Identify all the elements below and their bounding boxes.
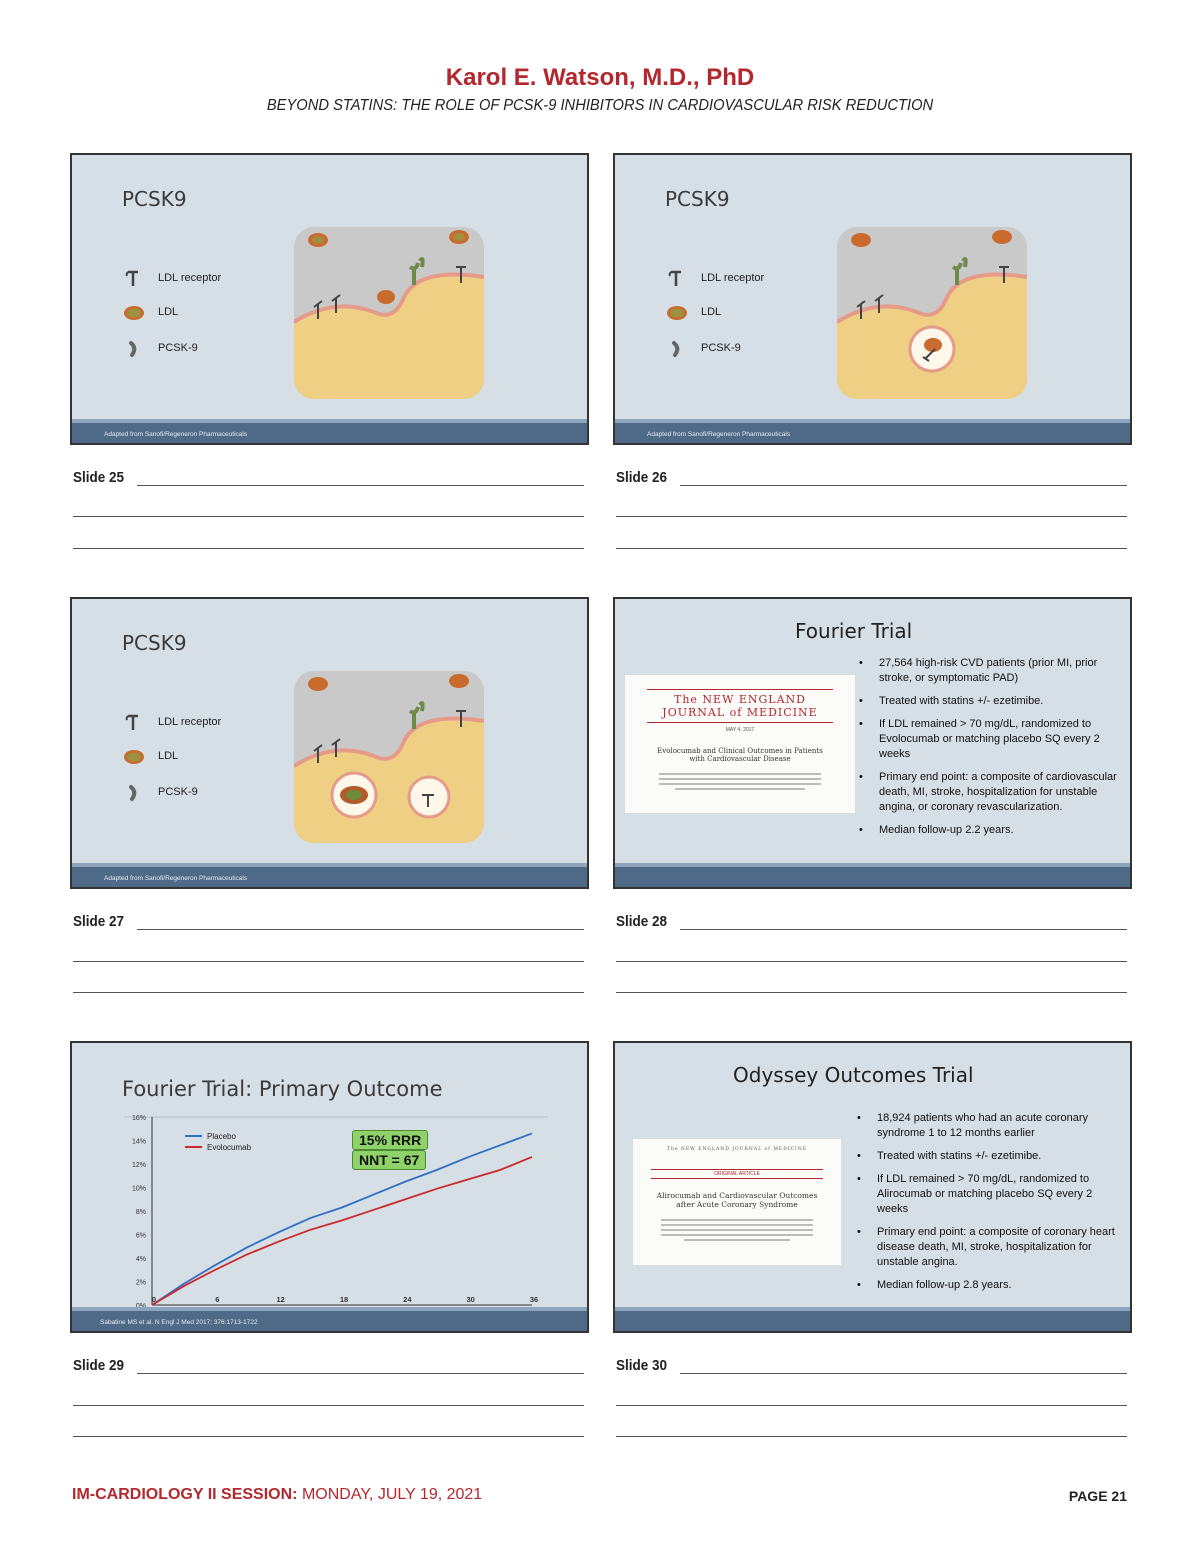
note-line [73,1405,584,1406]
slide-number-label: Slide 28 [616,913,668,930]
note-line [616,961,1127,962]
slide-title: Fourier Trial [795,619,913,643]
legend-ldl-receptor [122,714,221,730]
author-list-placeholder [659,773,821,790]
session-footer [72,1486,482,1504]
x-tick-label: 6 [215,1295,220,1304]
y-tick-label: 2% [135,1279,146,1287]
slide-footer-bar [615,1311,1130,1331]
note-line [680,929,1127,930]
legend-label: LDL receptor [701,272,765,284]
note-line [616,516,1127,517]
note-line [73,961,584,962]
note-line [73,1436,584,1437]
slide-title: Odyssey Outcomes Trial [733,1063,974,1087]
author-list-placeholder [661,1219,813,1241]
slide-number-label: Slide 30 [616,1357,668,1374]
note-line [137,485,584,486]
slide-number-label: Slide 26 [616,469,668,486]
note-line [73,548,584,549]
y-tick-label: 6% [135,1232,146,1240]
journal-date: MAY 4, 2017 [725,727,755,733]
article-title: Alirocumab and Cardiovascular Outcomes after Acute Coronary Syndrome [656,1191,818,1209]
y-tick-label: 12% [131,1162,146,1169]
series-line-placebo [152,1133,532,1305]
x-tick-label: 18 [339,1295,349,1304]
bullet-item: • Median follow-up 2.2 years. [857,823,1119,838]
note-line [73,992,584,993]
legend-pcsk9 [665,340,741,356]
note-line [137,929,584,930]
slide-29-thumbnail [70,1041,589,1333]
legend-ldl [122,748,178,764]
x-tick-label: 24 [403,1295,412,1304]
legend-label: PCSK-9 [158,786,198,798]
bullet-item: • Median follow-up 2.8 years. [855,1278,1117,1293]
note-line [680,1373,1127,1374]
page-number: PAGE 21 [1068,1488,1127,1504]
bullet-item: • Treated with statins +/- ezetimibe. [857,694,1119,709]
pcsk9-molecule-icon [122,340,152,356]
note-line [137,1373,584,1374]
legend-label: LDL [158,306,179,318]
session-label: IM-CARDIOLOGY II SESSION: [72,1486,298,1503]
y-tick-label: 10% [131,1185,146,1193]
receptor-icon [665,270,695,286]
legend-label: LDL [701,306,722,318]
slide-title: PCSK9 [122,631,187,655]
slide-25-thumbnail [70,153,589,445]
note-line [616,992,1127,993]
bullet-item: • Treated with statins +/- ezetimibe. [855,1149,1117,1164]
bullet-item: • 18,924 patients who had an acute coronary syndrome 1 to 12 months earlier [855,1111,1117,1141]
legend-label-placebo: Placebo [207,1132,236,1141]
legend-label-evolocumab: Evolocumab [207,1143,252,1152]
slide-number-label: Slide 25 [73,469,125,486]
slide-number-label: Slide 27 [73,913,125,930]
slide-credit: Adapted from Sanofi/Regeneron Pharmaceuticals [647,431,791,438]
slide-footer-bar [615,867,1130,887]
slide-credit: Sabatine MS et al. N Engl J Med 2017; 376:1713-1722 [100,1319,258,1326]
slide-bullet-list [855,1111,1117,1301]
bullet-item: • Primary end point: a composite of cardiovascular death, MI, stroke, hospitalization for unstable angina, or coronary revascularization. [857,770,1119,815]
legend-label: PCSK-9 [158,342,198,354]
cell-membrane-illustration [837,227,1027,399]
slide-bullet-list [857,656,1119,846]
legend-label: PCSK-9 [701,342,741,354]
note-line [680,485,1127,486]
slide-title: Fourier Trial: Primary Outcome [122,1077,443,1101]
pcsk9-molecule-icon [665,340,695,356]
receptor-icon [122,714,152,730]
receptor-icon [122,270,152,286]
original-article-tag: ORIGINAL ARTICLE [651,1169,823,1179]
y-tick-label: 4% [135,1256,146,1263]
rrr-badge: 15% RRR [352,1130,428,1150]
slide-30-thumbnail [613,1041,1132,1333]
note-line [616,1436,1127,1437]
y-tick-label: 14% [131,1138,146,1146]
bullet-item: • If LDL remained > 70 mg/dL, randomized to Alirocumab or matching placebo SQ every 2 weeks [855,1172,1117,1217]
slide-27-thumbnail [70,597,589,889]
slide-title: PCSK9 [122,187,187,211]
slide-26-thumbnail [613,153,1132,445]
x-tick-label: 36 [529,1295,539,1304]
legend-ldl-receptor [122,270,221,286]
ldl-particle-icon [122,748,152,764]
y-tick-label: 8% [135,1209,146,1216]
nnt-badge: NNT = 67 [352,1150,426,1170]
note-line [616,1405,1127,1406]
x-tick-label: 30 [466,1295,475,1304]
author-heading: Karol E. Watson, M.D., PhD [445,64,755,91]
legend-pcsk9 [122,784,198,800]
nejm-article-image [625,675,855,813]
article-title: Evolocumab and Clinical Outcomes in Patients with Cardiovascular Disease [657,747,823,763]
legend-label: LDL receptor [158,716,222,728]
journal-masthead: The NEW ENGLAND JOURNAL of MEDICINE [647,689,833,723]
presentation-subtitle: BEYOND STATINS: THE ROLE OF PCSK-9 INHIBITORS IN CARDIOVASCULAR RISK REDUCTION [266,97,934,114]
legend-ldl-receptor [665,270,764,286]
session-date: MONDAY, JULY 19, 2021 [301,1486,483,1503]
cell-membrane-illustration [294,227,484,399]
bullet-item: • 27,564 high-risk CVD patients (prior MI, prior stroke, or symptomatic PAD) [857,656,1119,686]
legend-label: LDL receptor [158,272,222,284]
note-line [616,548,1127,549]
slide-28-thumbnail [613,597,1132,889]
x-tick-label: 0 [151,1295,157,1304]
cell-membrane-illustration [294,671,484,843]
legend-label: LDL [158,750,179,762]
slide-number-label: Slide 29 [73,1357,125,1374]
legend-ldl [122,304,178,320]
journal-masthead: The NEW ENGLAND JOURNAL of MEDICINE [666,1147,808,1152]
pcsk9-molecule-icon [122,784,152,800]
slide-credit: Adapted from Sanofi/Regeneron Pharmaceuticals [104,875,248,882]
slide-credit: Adapted from Sanofi/Regeneron Pharmaceuticals [104,431,248,438]
legend-pcsk9 [122,340,198,356]
series-line-evolocumab [152,1157,532,1305]
ldl-particle-icon [665,304,695,320]
bullet-item: • If LDL remained > 70 mg/dL, randomized to Evolocumab or matching placebo SQ every 2 weeks [857,717,1119,762]
primary-outcome-line-chart [72,1043,589,1333]
ldl-particle-icon [122,304,152,320]
slide-title: PCSK9 [665,187,730,211]
bullet-item: • Primary end point: a composite of coronary heart disease death, MI, stroke, hospitalization for unstable angina. [855,1225,1117,1270]
note-line [73,516,584,517]
y-tick-label: 16% [131,1115,146,1122]
nejm-article-image [633,1139,841,1265]
x-tick-label: 12 [276,1295,285,1304]
legend-ldl [665,304,721,320]
